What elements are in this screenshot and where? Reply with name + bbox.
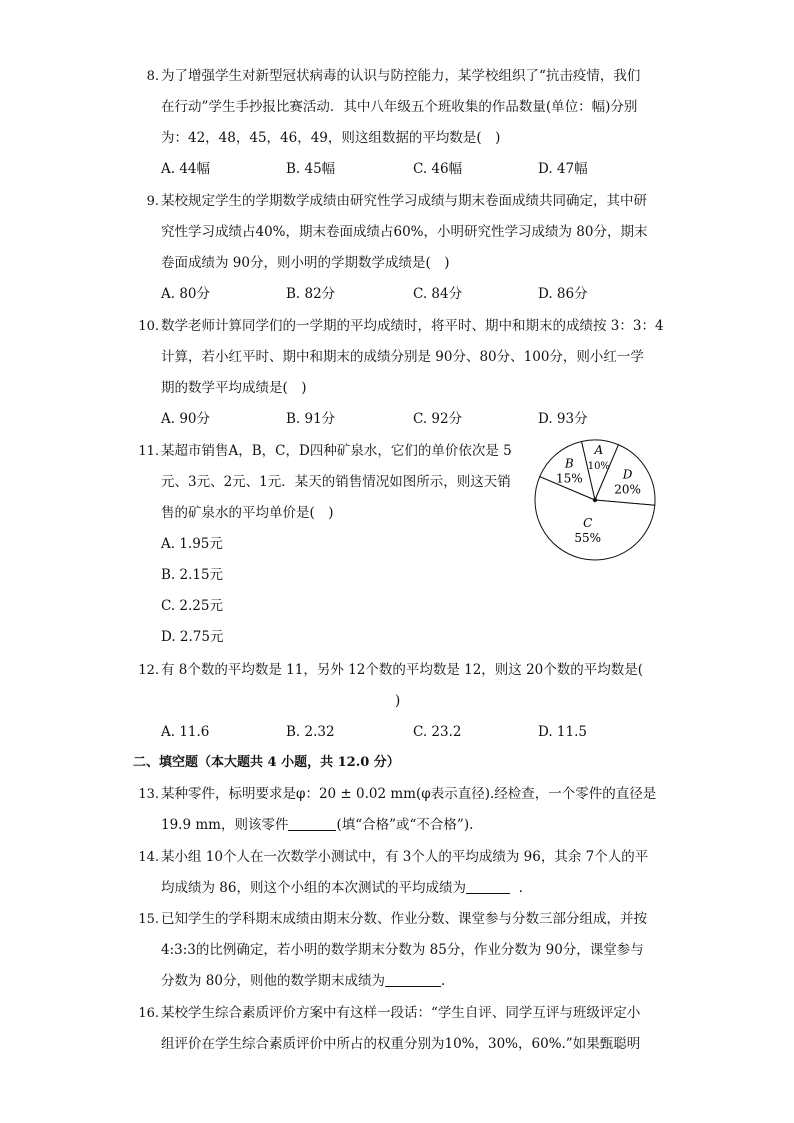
question-line: 在行动”学生手抄报比赛活动．其中八年级五个班收集的作品数量(单位：幅)分别: [161, 99, 638, 115]
option-a[interactable]: A. 80分: [161, 286, 211, 302]
question-line: 售的矿泉水的平均单价是( ): [161, 505, 334, 521]
question-line: 究性学习成绩占40%，期末卷面成绩占60%，小明研究性学习成绩为 80分，期末: [161, 224, 648, 240]
question-line: 已知学生的学科期末成绩由期末分数、作业分数、课堂参与分数三部分组成，并按: [161, 911, 647, 927]
question-line: 元、3元、2元、1元．某天的销售情况如图所示，则这天销: [161, 474, 511, 490]
option-b[interactable]: B. 82分: [286, 286, 336, 302]
question-number: 10.: [138, 319, 159, 334]
pie-percent-label: 10%: [587, 461, 610, 473]
option-b[interactable]: B. 2.15元: [161, 567, 224, 583]
option-c[interactable]: C. 92分: [413, 411, 463, 427]
option-a[interactable]: A. 44幅: [161, 161, 211, 177]
pie-category-label: A: [594, 443, 604, 458]
question-line: [161, 873, 666, 904]
pie-chart: [531, 436, 667, 568]
question-line: 计算，若小红平时、期中和期末的成绩分别是 90分、80分、100分，则小红一学: [161, 349, 644, 365]
option-b[interactable]: B. 91分: [286, 411, 336, 427]
option-a[interactable]: A. 90分: [161, 411, 211, 427]
question-line: 期的数学平均成绩是( ): [161, 380, 307, 396]
question-line: 某校规定学生的学期数学成绩由研究性学习成绩与期末卷面成绩共同确定，其中研: [161, 193, 647, 209]
question-number: 9.: [146, 194, 159, 209]
option-c[interactable]: C. 2.25元: [161, 598, 223, 614]
question-line: 为了增强学生对新型冠状病毒的认识与防控能力，某学校组织了“抗击疫情，我们: [161, 68, 641, 84]
line-text: 均成绩为 86，则这个小组的本次测试的平均成绩为: [161, 880, 466, 896]
question-line: 组评价在学生综合素质评价中所占的权重分别为10%，30%，60%.”如果甄聪明: [161, 1036, 641, 1052]
options-row: [161, 154, 666, 185]
question-text: [161, 436, 531, 529]
question-number: 8.: [146, 69, 159, 84]
line-text: .: [518, 880, 523, 896]
option-c[interactable]: C. 46幅: [413, 161, 463, 177]
pie-percent-label: 20%: [614, 482, 641, 497]
option-d[interactable]: D. 11.5: [538, 724, 587, 740]
question-line: 卷面成绩为 90分，则小明的学期数学成绩是( ): [161, 255, 450, 271]
question-number: 12.: [138, 663, 159, 678]
question-text: [161, 61, 666, 154]
question-line: 有 8个数的平均数是 11，另外 12个数的平均数是 12，则这 20个数的平均数是(: [161, 662, 644, 678]
question-line: 某校学生综合素质评价方案中有这样一段话：“学生自评、同学互评与班级评定小: [161, 1005, 641, 1021]
question-text: [161, 842, 666, 904]
section-heading: 二、填空题（本大题共 4 小题，共 12.0 分）: [133, 755, 400, 770]
line-text: (填“合格”或“不合格”).: [336, 817, 474, 833]
question-line: 4:3:3的比例确定，若小明的数学期末分数为 85分，作业分数为 90分，课堂参与: [161, 942, 644, 958]
option-b[interactable]: B. 2.32: [286, 724, 335, 740]
question-number: 15.: [138, 912, 159, 927]
option-d[interactable]: D. 86分: [538, 286, 588, 302]
question-line: ): [395, 693, 401, 709]
question-line: 某小组 10个人在一次数学小测试中，有 3个人的平均成绩为 96，其余 7个人的平: [161, 849, 649, 865]
line-text: .: [440, 973, 446, 989]
question-number: 14.: [138, 850, 159, 865]
question-text: [161, 655, 666, 717]
question-line: 为：42，48，45，46，49，则这组数据的平均数是( ): [161, 130, 501, 146]
answer-blank[interactable]: [466, 879, 510, 894]
options-row: [161, 404, 666, 435]
pie-center-dot: [593, 498, 597, 502]
option-d[interactable]: D. 93分: [538, 411, 588, 427]
question-text: [161, 311, 666, 404]
options-row: [161, 717, 666, 748]
option-d[interactable]: D. 47幅: [538, 161, 588, 177]
option-b[interactable]: B. 45幅: [286, 161, 336, 177]
question-line: [161, 966, 666, 997]
pie-percent-label: 15%: [555, 471, 583, 486]
question-text: [161, 904, 666, 997]
options-row: [161, 279, 666, 310]
question-line: [161, 810, 666, 841]
pie-category-label: C: [583, 516, 593, 531]
question-line: 某超市销售A，B，C，D四种矿泉水，它们的单价依次是 5: [161, 443, 512, 459]
question-text: [161, 998, 666, 1060]
option-c[interactable]: C. 23.2: [413, 724, 462, 740]
line-text: 分数为 80分，则他的数学期末成绩为: [161, 973, 385, 989]
question-line: 某种零件，标明要求是φ：20 ± 0.02 mm(φ表示直径).经检查，一个零件的直径是: [161, 786, 657, 802]
pie-percent-label: 55%: [574, 531, 602, 546]
question-text: [161, 186, 666, 279]
question-line: 数学老师计算同学们的一学期的平均成绩时，将平时、期中和期末的成绩按 3：3：4: [161, 318, 664, 334]
question-text: [161, 779, 666, 841]
option-d[interactable]: D. 2.75元: [161, 629, 224, 645]
pie-category-label: B: [564, 456, 574, 471]
pie-category-label: D: [622, 467, 633, 482]
option-c[interactable]: C. 84分: [413, 286, 463, 302]
line-text: 19.9 mm，则该零件: [161, 817, 289, 833]
option-a[interactable]: A. 11.6: [161, 724, 210, 740]
answer-blank[interactable]: [385, 972, 441, 987]
question-number: 11.: [138, 444, 159, 459]
question-number: 13.: [138, 787, 159, 802]
question-number: 16.: [138, 1006, 159, 1021]
answer-blank[interactable]: [288, 816, 336, 831]
option-a[interactable]: A. 1.95元: [161, 536, 223, 552]
